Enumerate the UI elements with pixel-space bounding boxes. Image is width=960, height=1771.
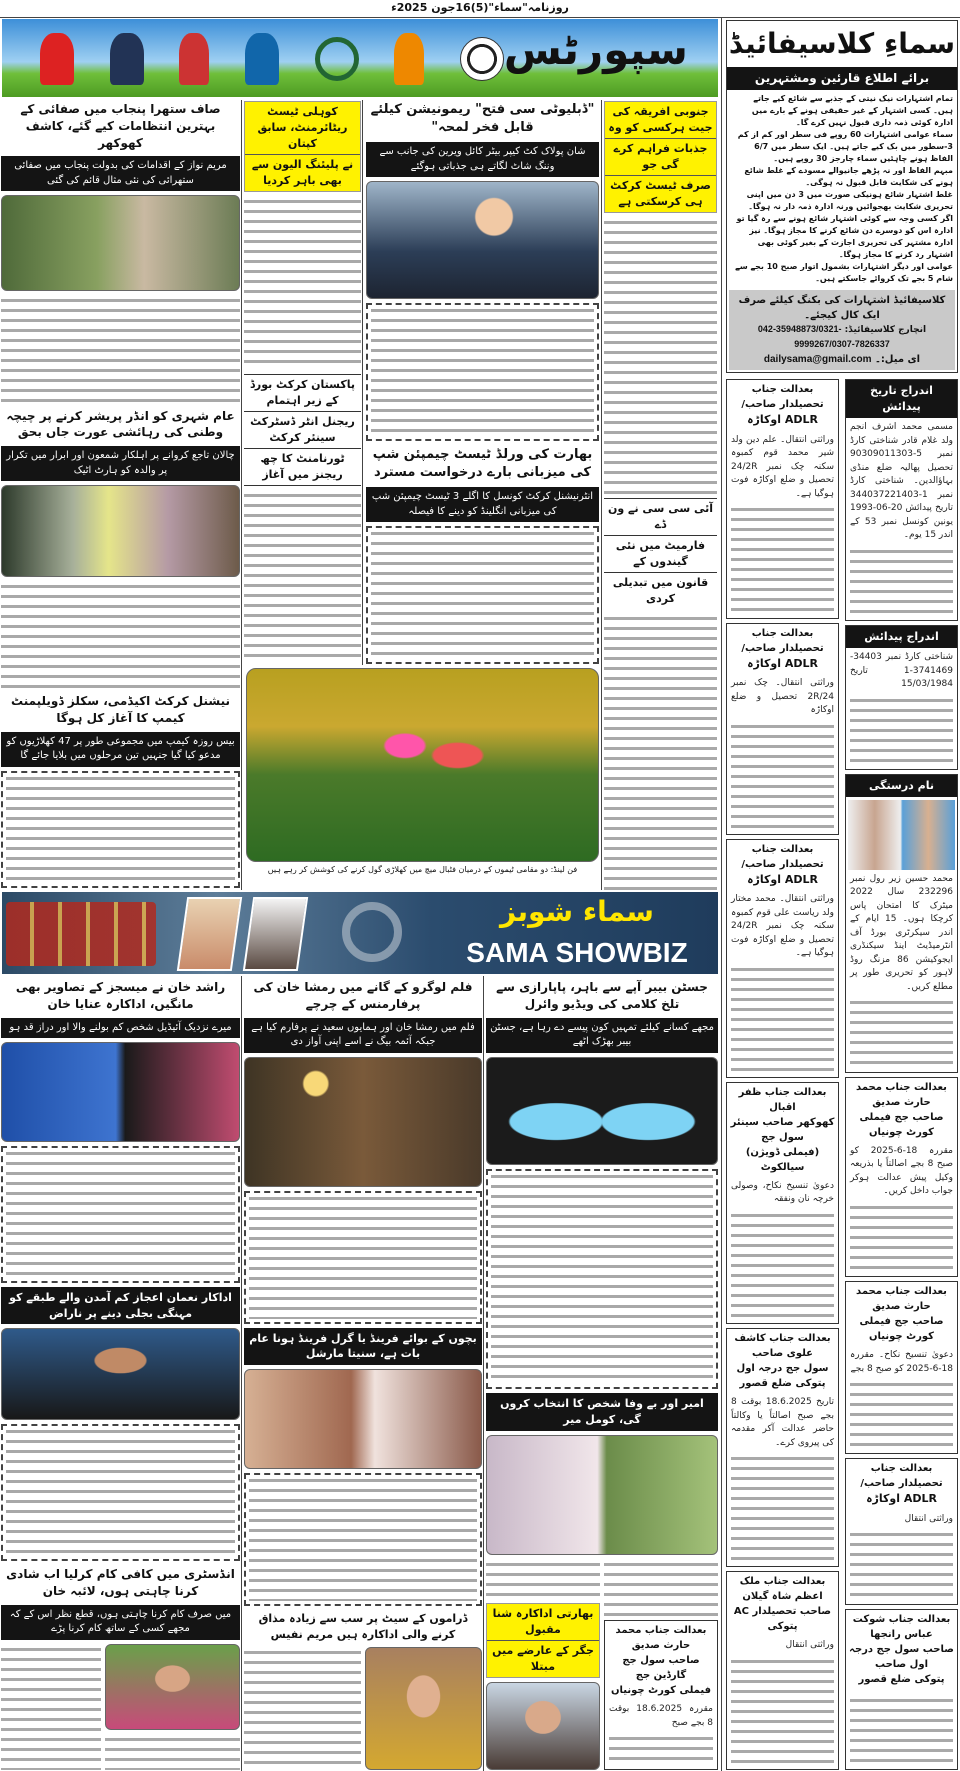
subhead-ramsha-khan: فلم میں رمشا خان اور ہمایوں سعید نے پرفارم کیا ہے جبکہ آئمہ بیگ نے اسے اپنی آواز دی — [244, 1018, 482, 1053]
article-text — [1, 1644, 101, 1770]
notice-body: وراثتی انتقال — [785, 1640, 834, 1651]
photo-sunita-marshall — [244, 1369, 482, 1469]
headline-line: صرف ٹیسٹ کرکٹ ہی کرسکتی ہے — [610, 178, 711, 208]
notice-title-line: (فیملی ڈویژن) سیالکوٹ — [745, 1146, 820, 1173]
article-text — [1, 295, 240, 402]
skier-icon — [110, 33, 144, 85]
maryam-nafees-block — [244, 1647, 482, 1770]
headline-pcb-tournament — [244, 374, 361, 486]
classified-info-box — [726, 20, 958, 373]
fencing-icon — [40, 33, 74, 85]
headline-line: ٹورنامنٹ کا چھ ریجنز میں آغاز — [260, 451, 345, 481]
rule-item: سماء عوامی اشتہارات 60 روپے فی سطر اور کم از کم 3-سطور میں بک کیے جاتے ہیں۔ ایک سطر میں 6/7 الفاظ ہونے چاہئیں سماء چارجز 30 روپے ہیں۔ — [737, 130, 953, 164]
headline-line: فارمیٹ میں نئی گیندوں کے — [604, 536, 717, 573]
notice-body: شناختی کارڈ نمبر 34403-3741469-1 تاریخ 15/03/1984 — [850, 652, 953, 690]
notice-text — [731, 504, 834, 614]
notice-body: محمد حسین زیر رول نمبر 232296 سال 2022 میٹرک کا امتحان پاس کرچکا ہوں۔ 15 ایام کے اندر سیکرٹری بورڈ آف انٹرمیڈیٹ اینڈ سیکنڈری ایجوکیشن 86 مزنگ روڈ لاہور کو تحریری طور پر مطلع کریں۔ — [850, 873, 953, 992]
headline-line: نے پلیئنگ الیون سے بھی باہر کردیا — [251, 157, 354, 187]
column-rule — [721, 18, 722, 1771]
notices-left-column — [726, 379, 839, 1770]
notice-body: وراثتی انتقال۔ محمد مختار ولد ریاست علی قوم کمبوہ سکنہ چک نمبر 24/2R تحصیل و ضلع اوکاڑہ فوت ہوگیا ہے۔ — [731, 894, 834, 959]
subhead-anaya-khan: میرے نزدیک آئیڈیل شخص کم بولنے والا اور دراز قد ہو — [1, 1018, 240, 1039]
headline-line: قانون میں تبدیلی کردی — [612, 575, 709, 605]
yellow-headline-south-africa — [604, 101, 717, 213]
sports-column-b — [366, 100, 599, 664]
booking-box — [729, 290, 955, 370]
cyclist-icon — [315, 37, 359, 81]
notice-title-line: فیملی کورٹ چونیاں — [611, 1685, 711, 1696]
notice-box — [726, 623, 839, 835]
headline-nauman-ijaz: اداکار نعمان اعجاز کم آمدن والے طبقے کو مہنگی بجلی دینے پر ناراض — [1, 1287, 240, 1325]
headline-line: جگر کے عارضے میں مبتلا — [492, 1644, 594, 1674]
notice-title-line: بعدالت جناب محمد حارث صدیق — [615, 1625, 707, 1651]
subhead-nca-camp: بیس روزہ کیمپ میں مجموعی طور پر 47 کھلاڑیوں کو مدعو کیا گیا جنہیں تین مرحلوں میں بلایا جائے گا — [1, 732, 240, 767]
photo-rashid-khan — [1, 1042, 240, 1142]
showbiz-banner — [2, 892, 718, 974]
headline-maryam-nafees: ڈراموں کے سیٹ پر سب سے زیادہ مذاق کرنے والی اداکارہ ہیں مریم نفیس — [244, 1610, 482, 1643]
subhead-woman-died: چالان تاجع کروانے پر اہلکار شمعون اور ابرار میں تکرار پر والدہ کو ہارٹ اٹیک — [1, 446, 240, 481]
notice-text — [850, 1529, 953, 1600]
headline-line: جذبات فراہم کرے گی جو — [605, 139, 716, 176]
photo-nauman-ijaz — [1, 1328, 240, 1420]
article-text — [244, 1473, 482, 1606]
notice-text — [850, 1695, 953, 1766]
notice-title — [727, 840, 838, 891]
photo-komal-meer — [486, 1435, 718, 1555]
headline-nca-camp: نیشنل کرکٹ اکیڈمی، سکلز ڈویلپمنٹ کیمپ کا آغاز کل ہوگا — [1, 692, 240, 728]
headline-line: جنوبی افریقہ کی جیت ہرکسی کو وہ — [605, 102, 716, 139]
notice-title-line: بعدالت جناب تحصیلدار صاحب/ — [741, 843, 824, 870]
notice-box — [604, 1620, 718, 1770]
notice-title — [846, 380, 957, 418]
subhead-justin-bieber: مجھے کسانے کیلئے تمہیں کون پیسے دے رہا ہے، جسٹن بیبر بھڑک اٹھے — [486, 1018, 718, 1053]
notice-title — [727, 380, 838, 431]
sports-banner — [2, 19, 718, 97]
article-text — [604, 1559, 718, 1616]
notice-title-line: بعدالت جناب ملک اعظم شاہ گیلان — [739, 1576, 826, 1603]
notice-title-line: بعدالت جناب تحصیلدار صاحب/ — [860, 1463, 943, 1490]
notice-text — [850, 1379, 953, 1450]
phones-label: انچارج کلاسیفائیڈ: — [844, 325, 927, 336]
headline-anaya-khan: راشد خان نے میسجز کے تصاویر بھی مانگیں، اداکارہ عنایا خان — [1, 978, 240, 1014]
showbiz-column-right — [486, 978, 718, 1770]
notice-title-line: بعدالت جناب محمد حارث صدیق — [856, 1286, 947, 1313]
article-text — [1, 581, 240, 688]
headline-odi-balls — [604, 498, 717, 609]
email-row — [731, 352, 953, 367]
email-link[interactable]: dailysama@gmail.com — [763, 354, 872, 366]
notice-text — [850, 546, 953, 617]
notice-text — [850, 997, 953, 1068]
notice-title-line: صاحب سول جج درجہ اول صاحب — [849, 1643, 954, 1670]
notice-box — [845, 774, 958, 1073]
photos-name-correction — [848, 800, 955, 870]
notice-box — [845, 1077, 958, 1277]
notice-title — [605, 1621, 717, 1700]
showbiz-title-urdu: سماء شوبز — [500, 895, 654, 928]
photo-justin-bieber — [486, 1057, 718, 1165]
photo-commentator — [366, 181, 599, 299]
laiba-photo-block — [105, 1644, 240, 1770]
notice-title-line: نام درستگی — [869, 778, 934, 792]
notice-title-line: صاحب جج فیملی کورٹ چونیاں — [859, 1316, 944, 1343]
notice-title-line: بعدالت جناب تحصیلدار صاحب/ — [741, 627, 824, 654]
notice-title-line: صاحب جج فیملی کورٹ چونیاں — [859, 1111, 944, 1138]
classified-notices — [726, 379, 958, 1770]
showbiz-column-left — [1, 978, 240, 1770]
phones-row — [731, 323, 953, 352]
notice-text — [609, 1733, 713, 1766]
notice-extra-block — [604, 1559, 718, 1770]
sports-banner-title: سپورٹس — [503, 25, 688, 74]
article-text — [1, 1146, 240, 1282]
gymnast-icon — [179, 33, 209, 85]
notice-title-line: ADLR اوکاڑہ — [747, 656, 818, 670]
sports-column-c — [244, 101, 361, 664]
headline-komal-meer: امیر اور بے وفا شخص کا انتخاب کروں گی، کومل میر — [486, 1393, 718, 1431]
film-reel-icon — [342, 902, 402, 962]
notice-body: مقررہ 18-6-2025 کو صبح 8 بجے اصالتاً یا بذریعہ وکیل پیش عدالت ہوکر جواب داخل کریں۔ — [850, 1145, 954, 1197]
column-rule — [601, 100, 602, 890]
notice-title-line: ADLR اوکاڑہ — [747, 413, 818, 427]
article-text — [244, 196, 361, 370]
rule-item: غلط اشتہار شائع ہونیکی صورت میں 3 دن میں اپنی تحریری شکایت بھجوائیں ورنہ ادارہ ذمہ دار نہ ہوگا۔ — [746, 190, 953, 212]
classified-title: سماءِ کلاسیفائیڈ — [728, 27, 956, 60]
laiba-khan-block — [1, 1644, 240, 1770]
rule-item: تمام اشتہارات نیک نیتی کے جذبے سے شائع کیے جاتے ہیں۔ کسی اشتہار کے غیر حقیقی ہونے کے بارے میں ادارہ کوئی ذمہ داری قبول نہیں کرے گا۔ — [751, 94, 953, 128]
notice-title — [846, 1282, 957, 1346]
photo-laiba-khan — [105, 1644, 240, 1730]
article-text — [244, 490, 361, 664]
notice-title-line: سول جج درجہ اول پتوکی ضلع قصور — [736, 1363, 829, 1390]
subhead-icc-england: انٹرنیشنل کرکٹ کونسل کا اگلے 3 ٹیسٹ چیمپئن شپ کی میزبانی انگلینڈ کو دینے کا فیصلہ — [366, 487, 599, 522]
photo-maryam-nafees — [365, 1647, 482, 1770]
notice-title-line: اندراج تاریخ پیدائش — [870, 384, 933, 414]
classified-subtitle: برائے اطلاع قارئین ومشتہرین — [727, 67, 957, 90]
article-text — [244, 1647, 361, 1770]
notice-title-line: ADLR اوکاڑہ — [866, 1492, 937, 1506]
showbiz-title-english: SAMA SHOWBIZ — [466, 937, 688, 968]
notice-body: تاریخ 18.6.2025 بوقت 8 بجے صبح اصالتاً یا وکالتاً حاضر عدالت آکر مقدمہ کی پیروی کرے۔ — [731, 1397, 834, 1448]
rule-item: عوامی اور دیگر اشتہارات بشمول اتوار صبح 10 بجے سے شام 5 بجے تک کروائے جاسکتے ہیں۔ — [735, 262, 953, 284]
photo-actor — [243, 897, 308, 971]
notice-title-line: صاحب سول جج گارڈین جج — [622, 1655, 700, 1681]
notice-title-line: بعدالت جناب شوکت عباس رانجھا — [852, 1613, 951, 1640]
notice-body: مسمی محمد اشرف انجم ولد غلام قادر شناختی کارڈ نمبر 5-90309011303 تحصیل پھالیہ ضلع منڈی بہاؤالدین۔ شناختی کارڈ نمبر 1-344037221403 تاریخ پیدائش 20-06-1993 یونین کونسل نمبر 53 کے اندر 15 یوم۔ — [850, 422, 954, 541]
notices-right-column — [845, 379, 958, 1770]
film-strip-icon — [6, 902, 156, 966]
notice-text — [850, 1202, 953, 1273]
headline-wtc-win: "ڈبلیوٹی سی فتح" ریمونیشن کیلئے قابل فخر لمحہ" — [366, 100, 599, 138]
shanna-maqbool-block — [486, 1559, 600, 1770]
notice-title-line: صاحب تحصیلدار AC پتوکی — [733, 1606, 832, 1633]
notice-title — [846, 1610, 957, 1689]
headline-sunita-marshall: بچوں کے بوائے فرینڈ یا گرل فرینڈ ہونا عام بات ہے، سنیتا مارشل — [244, 1328, 482, 1366]
showbiz-column-middle — [244, 978, 482, 1770]
sports-column-d — [1, 100, 240, 888]
photo-film-scene — [244, 1057, 482, 1187]
photo-officials — [1, 195, 240, 291]
notice-box — [726, 839, 839, 1078]
column-rule — [362, 100, 363, 665]
notice-text — [731, 1210, 834, 1320]
notice-title — [727, 624, 838, 675]
headline-line: ریجنل انٹر ڈسٹرکٹ سینئر کرکٹ — [244, 412, 361, 449]
notice-title-line: پتوکی ضلع قصور — [858, 1673, 945, 1685]
notice-box — [726, 379, 839, 618]
notice-box — [845, 1609, 958, 1770]
notice-box — [845, 1458, 958, 1604]
article-text — [604, 217, 717, 494]
notice-body: دعویٰ تنسیخ نکاح، وصولی خرچہ نان ونفقہ — [731, 1180, 834, 1205]
headline-line: کوہلی ٹیسٹ ریٹائرمنٹ، سابق کپتان — [245, 102, 360, 155]
divider — [0, 17, 960, 18]
notice-box — [845, 625, 958, 770]
column-rule — [241, 100, 242, 890]
yoga-icon — [394, 33, 424, 85]
rule-item: مبہم الفاظ اور نہ پڑھے جانیوالے مسودے کے غلط شائع ہونے کی شکایت قابل قبول نہ ہوگی۔ — [744, 166, 953, 188]
athlete-icon — [245, 33, 279, 85]
notice-title-line: بعدالت جناب ظفر اقبال — [738, 1086, 827, 1113]
column-rule — [483, 976, 484, 1771]
notice-title — [727, 1329, 838, 1393]
notice-title-line: کھوکھر صاحب سینئر سول جج — [730, 1116, 835, 1143]
booking-line: کلاسیفائیڈ اشتہارات کی بکنگ کیلئے صرف ایک کال کیجئے۔ — [738, 295, 946, 322]
article-text — [244, 1191, 482, 1324]
notice-body: وراثتی انتقال۔ چک نمبر 2R/24 تحصیل و ضلع اوکاڑہ — [731, 678, 834, 716]
notice-title-line: بعدالت جناب تحصیلدار صاحب/ — [741, 384, 824, 411]
notice-box — [845, 379, 958, 621]
notice-title-line: بعدالت جناب محمد حارث صدیق — [856, 1081, 947, 1108]
headline-justin-bieber: جسٹن بیبر آپے سے باہر، پاپارازی سے تلخ کلامی کی ویڈیو وائرل — [486, 978, 718, 1014]
email-label: ای میل:۔ — [874, 354, 921, 366]
notice-box — [726, 1571, 839, 1770]
article-text — [105, 1734, 240, 1770]
classified-column — [726, 20, 958, 1770]
notice-title-line: اندراج پیدائش — [864, 630, 939, 644]
date-line: روزنامہ"سماء"(5)16جون 2025ء — [391, 1, 569, 14]
photo-incident — [1, 485, 240, 577]
headline-india-wtc: بھارت کی ورلڈ ٹیسٹ چیمپئن شپ کی میزبانی بارے درخواست مسترد — [366, 445, 599, 483]
notice-body: وراثتی انتقال — [904, 1513, 953, 1524]
notice-text — [731, 721, 834, 831]
photo-actress — [177, 897, 242, 971]
sports-icons — [22, 29, 522, 89]
subhead-laiba-khan: میں صرف کام کرنا چاہتی ہوں، قطع نظر اس کے کہ مجھے کسی کے ساتھ کام کرنا پڑے — [1, 1605, 240, 1640]
headline-line: بھارتی اداکارہ شنا مقبول — [487, 1604, 599, 1641]
sports-column-a — [604, 101, 717, 890]
article-text — [366, 303, 599, 441]
article-text — [604, 613, 717, 890]
article-text — [1, 771, 240, 888]
notice-body: وراثتی انتقال۔ علم دین ولد شیر محمد قوم کمبوہ سکنہ چک نمبر 24/2R تحصیل و ضلع اوکاڑہ فوت ہوگیا ہے۔ — [731, 434, 834, 499]
notice-box — [726, 1082, 839, 1324]
phone-numbers[interactable]: 042-35948873/0321-9999267/0307-7826337 — [757, 324, 890, 349]
showbiz-right-bottom — [486, 1559, 718, 1770]
yellow-headline-shanna-maqbool — [486, 1603, 600, 1678]
notice-title — [846, 1459, 957, 1510]
subhead-wtc-win: شان پولاک کٹ کیپر بیٹر کائل ویرین کی جانب سے وننگ شاٹ لگاتے ہی جذباتی ہوگئے — [366, 142, 599, 177]
notice-title-line: بعدالت جناب کاشف علوی صاحب — [734, 1333, 831, 1360]
notice-box — [845, 1281, 958, 1454]
headline-line: پاکستان کرکٹ بورڈ کے زیر اہتمام — [244, 375, 361, 412]
notice-title — [846, 775, 957, 797]
rule-item: اگر کسی وجہ سے کوئی اشتہار شائع ہونے سے رہ گیا تو ادارہ اس کو دوسرے دن شائع کرنے کا مجاز ہوگا۔ نیز ادارہ مشتہر کی تحریری اجازت کے بغیر کوئی بھی اشتہار رد کرنے کا مجاز ہوگا۔ — [736, 214, 953, 260]
notice-text — [731, 964, 834, 1074]
article-text — [366, 526, 599, 664]
headline-laiba-khan: انڈسٹری میں کافی کام کرلیا اب شادی کرنا چاہتی ہوں، لائبہ خان — [1, 1565, 240, 1601]
article-text — [486, 1559, 600, 1599]
headline-woman-died: عام شہری کو انڈر پریشر کرنے پر چیچہ وطنی کی رہائشی عورت جاں بحق — [1, 407, 240, 443]
photo-football-match — [246, 668, 599, 862]
notice-body: دعویٰ تنسیخ نکاح۔ مقررہ 18-6-2025 کو صبح 8 بجے — [850, 1350, 953, 1374]
photo-caption: فن لینڈ: دو مقامی ٹیموں کے درمیان فٹبال میچ میں کھلاڑی گول کرنے کی کوشش کر رہے ہیں — [267, 865, 578, 874]
notice-title — [727, 1083, 838, 1177]
subhead-clean-punjab: مریم نواز کے اقدامات کی بدولت پنجاب میں صفائی ستھرائی کی نئی مثال قائم کی گئی — [1, 156, 240, 191]
notice-text — [731, 1453, 834, 1563]
notice-title — [846, 626, 957, 648]
photo-shanna-maqbool — [486, 1682, 600, 1770]
headline-clean-punjab: صاف ستھرا پنجاب میں صفائی کے بہترین انتظامات کیے گئے، کاشف کھوکھر — [1, 100, 240, 152]
football-icon — [460, 37, 504, 81]
notice-title-line: ADLR اوکاڑہ — [747, 872, 818, 886]
notice-body: مقررہ 18.6.2025 بوقت 8 بجے صبح — [609, 1704, 713, 1728]
yellow-headline-kohli — [244, 101, 361, 192]
notice-text — [850, 695, 953, 766]
article-text — [486, 1169, 718, 1390]
column-rule — [241, 976, 242, 1771]
classified-rules — [727, 90, 957, 288]
article-text — [1, 1424, 240, 1560]
notice-title — [727, 1572, 838, 1636]
notice-box — [726, 1328, 839, 1567]
headline-ramsha-khan: فلم لوگرو کے گانے میں رمشا خان کی پرفارمنس کے چرچے — [244, 978, 482, 1014]
notice-text — [731, 1656, 834, 1766]
headline-line: آئی سی سی نے ون ڈے — [604, 499, 717, 536]
notice-title — [846, 1078, 957, 1142]
